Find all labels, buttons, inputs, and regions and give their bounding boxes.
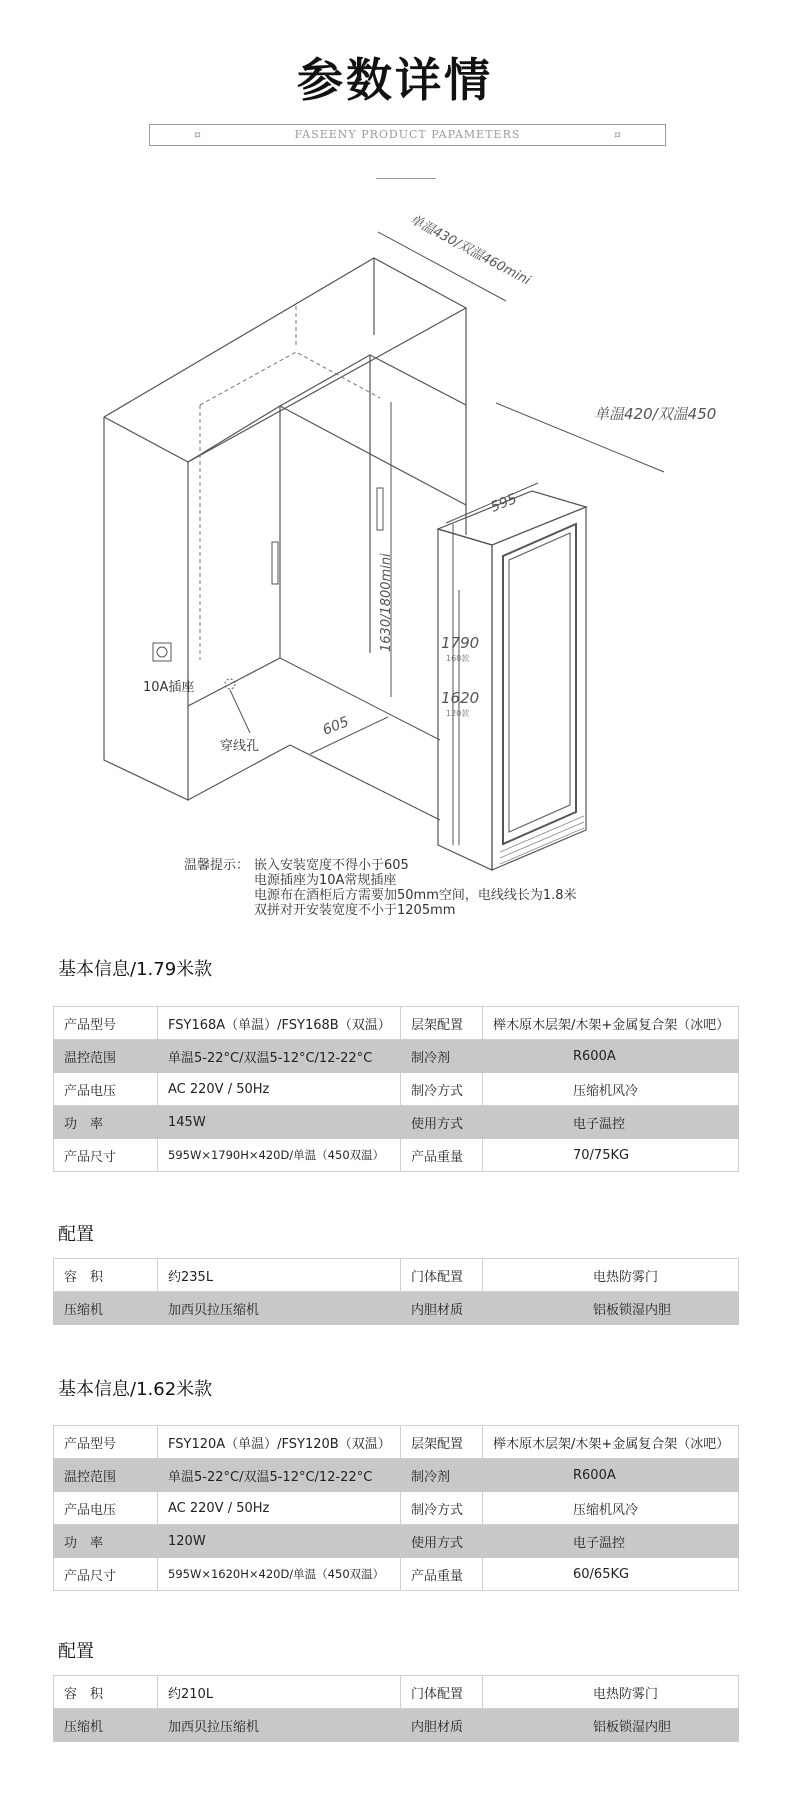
spec-value: 约235L: [158, 1259, 401, 1292]
socket-label: 10A插座: [143, 680, 195, 695]
hint-line: 电源布在酒柜后方需要加50mm空间，电线线长为1.8米: [254, 888, 577, 903]
spec-key: 制冷剂: [401, 1040, 483, 1073]
spec-value: 电子温控: [483, 1106, 739, 1139]
spec-value: 单温5-22°C/双温5-12°C/12-22°C: [158, 1459, 401, 1492]
spec-table-basic-179: [53, 1006, 739, 1172]
spec-key: 门体配置: [401, 1676, 483, 1709]
spec-key: 产品电压: [54, 1073, 158, 1106]
spec-key: 层架配置: [401, 1426, 483, 1459]
table-row: [54, 1292, 739, 1325]
spec-key: 温控范围: [54, 1459, 158, 1492]
spec-key: 产品型号: [54, 1007, 158, 1040]
spec-value: 加西贝拉压缩机: [158, 1709, 401, 1742]
page-title: 参数详情: [297, 53, 493, 107]
dim-right-label: 单温420/双温450: [594, 405, 717, 423]
hint-line: 嵌入安装宽度不得小于605: [254, 858, 409, 873]
table-row: [54, 1007, 739, 1040]
hint-lines: [254, 858, 577, 918]
spec-key: 内胆材质: [401, 1292, 483, 1325]
table-row: [54, 1073, 739, 1106]
spec-value: 595W×1620H×420D/单温（450双温）: [158, 1558, 401, 1591]
spec-key: 容 积: [54, 1676, 158, 1709]
spec-key: 容 积: [54, 1259, 158, 1292]
dim-niche-height-label: 1630/1800mini: [379, 553, 394, 652]
spec-table-config-162: [53, 1675, 739, 1742]
spec-key: 产品重量: [401, 1558, 483, 1591]
spec-value: FSY120A（单温）/FSY120B（双温）: [158, 1426, 401, 1459]
spec-value: 单温5-22°C/双温5-12°C/12-22°C: [158, 1040, 401, 1073]
spec-value: 电热防雾门: [483, 1259, 739, 1292]
spec-table-config-179: [53, 1258, 739, 1325]
hint-line: 电源插座为10A常规插座: [254, 873, 397, 888]
spec-value: 铝板锁湿内胆: [483, 1709, 739, 1742]
spec-key: 产品尺寸: [54, 1139, 158, 1172]
spec-value: 榉木原木层架/木架+金属复合架（冰吧）: [483, 1007, 739, 1040]
spec-value: 铝板锁湿内胆: [483, 1292, 739, 1325]
spec-value: 榉木原木层架/木架+金属复合架（冰吧）: [483, 1426, 739, 1459]
table-row: [54, 1525, 739, 1558]
table-row: [54, 1139, 739, 1172]
table-row: [54, 1709, 739, 1742]
dim-niche-depth-label: 605: [320, 713, 352, 739]
spec-key: 门体配置: [401, 1259, 483, 1292]
spec-key: 制冷方式: [401, 1073, 483, 1106]
dim-depth-label: 595: [488, 490, 520, 516]
table-row: [54, 1426, 739, 1459]
dim-height-168-note: 168款: [446, 654, 470, 663]
spec-key: 层架配置: [401, 1007, 483, 1040]
spec-key: 产品电压: [54, 1492, 158, 1525]
dim-top-label: 单温430/双温460mini: [407, 212, 533, 289]
table-row: [54, 1106, 739, 1139]
spec-value: 145W: [158, 1106, 401, 1139]
spec-value: 压缩机风冷: [483, 1492, 739, 1525]
spec-value: R600A: [483, 1459, 739, 1492]
spec-value: 70/75KG: [483, 1139, 739, 1172]
spec-value: 电子温控: [483, 1525, 739, 1558]
spec-key: 制冷方式: [401, 1492, 483, 1525]
spec-value: 120W: [158, 1525, 401, 1558]
spec-key: 产品重量: [401, 1139, 483, 1172]
hole-label: 穿线孔: [220, 739, 260, 754]
spec-table-basic-162: [53, 1425, 739, 1591]
spec-key: 使用方式: [401, 1525, 483, 1558]
table-row: [54, 1558, 739, 1591]
table-row: [54, 1040, 739, 1073]
hint-line: 双拼对开安装宽度不小于1205mm: [254, 903, 456, 918]
spec-key: 内胆材质: [401, 1709, 483, 1742]
subtitle-text: FASEENY PRODUCT PAPAMETERS: [294, 128, 521, 141]
table-row: [54, 1459, 739, 1492]
spec-key: 压缩机: [54, 1292, 158, 1325]
section-title-basic-162: 基本信息/1.62米款: [58, 1379, 213, 1400]
spec-value: FSY168A（单温）/FSY168B（双温）: [158, 1007, 401, 1040]
table-row: [54, 1676, 739, 1709]
spec-value: 加西贝拉压缩机: [158, 1292, 401, 1325]
dim-height-120-label: 1620: [441, 689, 480, 707]
section-title-config-162: 配置: [58, 1641, 94, 1662]
ornament-left-icon: ¤: [194, 128, 201, 141]
spec-key: 功 率: [54, 1106, 158, 1139]
spec-key: 产品型号: [54, 1426, 158, 1459]
section-title-basic-179: 基本信息/1.79米款: [58, 959, 213, 980]
table-row: [54, 1259, 739, 1292]
section-title-config-179: 配置: [58, 1224, 94, 1245]
spec-value: 压缩机风冷: [483, 1073, 739, 1106]
spec-value: 电热防雾门: [483, 1676, 739, 1709]
spec-key: 压缩机: [54, 1709, 158, 1742]
spec-value: R600A: [483, 1040, 739, 1073]
hint-label: 温馨提示：: [184, 858, 250, 873]
spec-key: 产品尺寸: [54, 1558, 158, 1591]
table-row: [54, 1492, 739, 1525]
spec-key: 温控范围: [54, 1040, 158, 1073]
dim-height-120-note: 120款: [446, 709, 470, 718]
spec-key: 功 率: [54, 1525, 158, 1558]
ornament-right-icon: ¤: [614, 128, 621, 141]
spec-value: AC 220V / 50Hz: [158, 1073, 401, 1106]
spec-key: 制冷剂: [401, 1459, 483, 1492]
spec-value: 595W×1790H×420D/单温（450双温）: [158, 1139, 401, 1172]
spec-key: 使用方式: [401, 1106, 483, 1139]
dim-height-168-label: 1790: [441, 634, 480, 652]
spec-value: 约210L: [158, 1676, 401, 1709]
spec-value: 60/65KG: [483, 1558, 739, 1591]
spec-value: AC 220V / 50Hz: [158, 1492, 401, 1525]
